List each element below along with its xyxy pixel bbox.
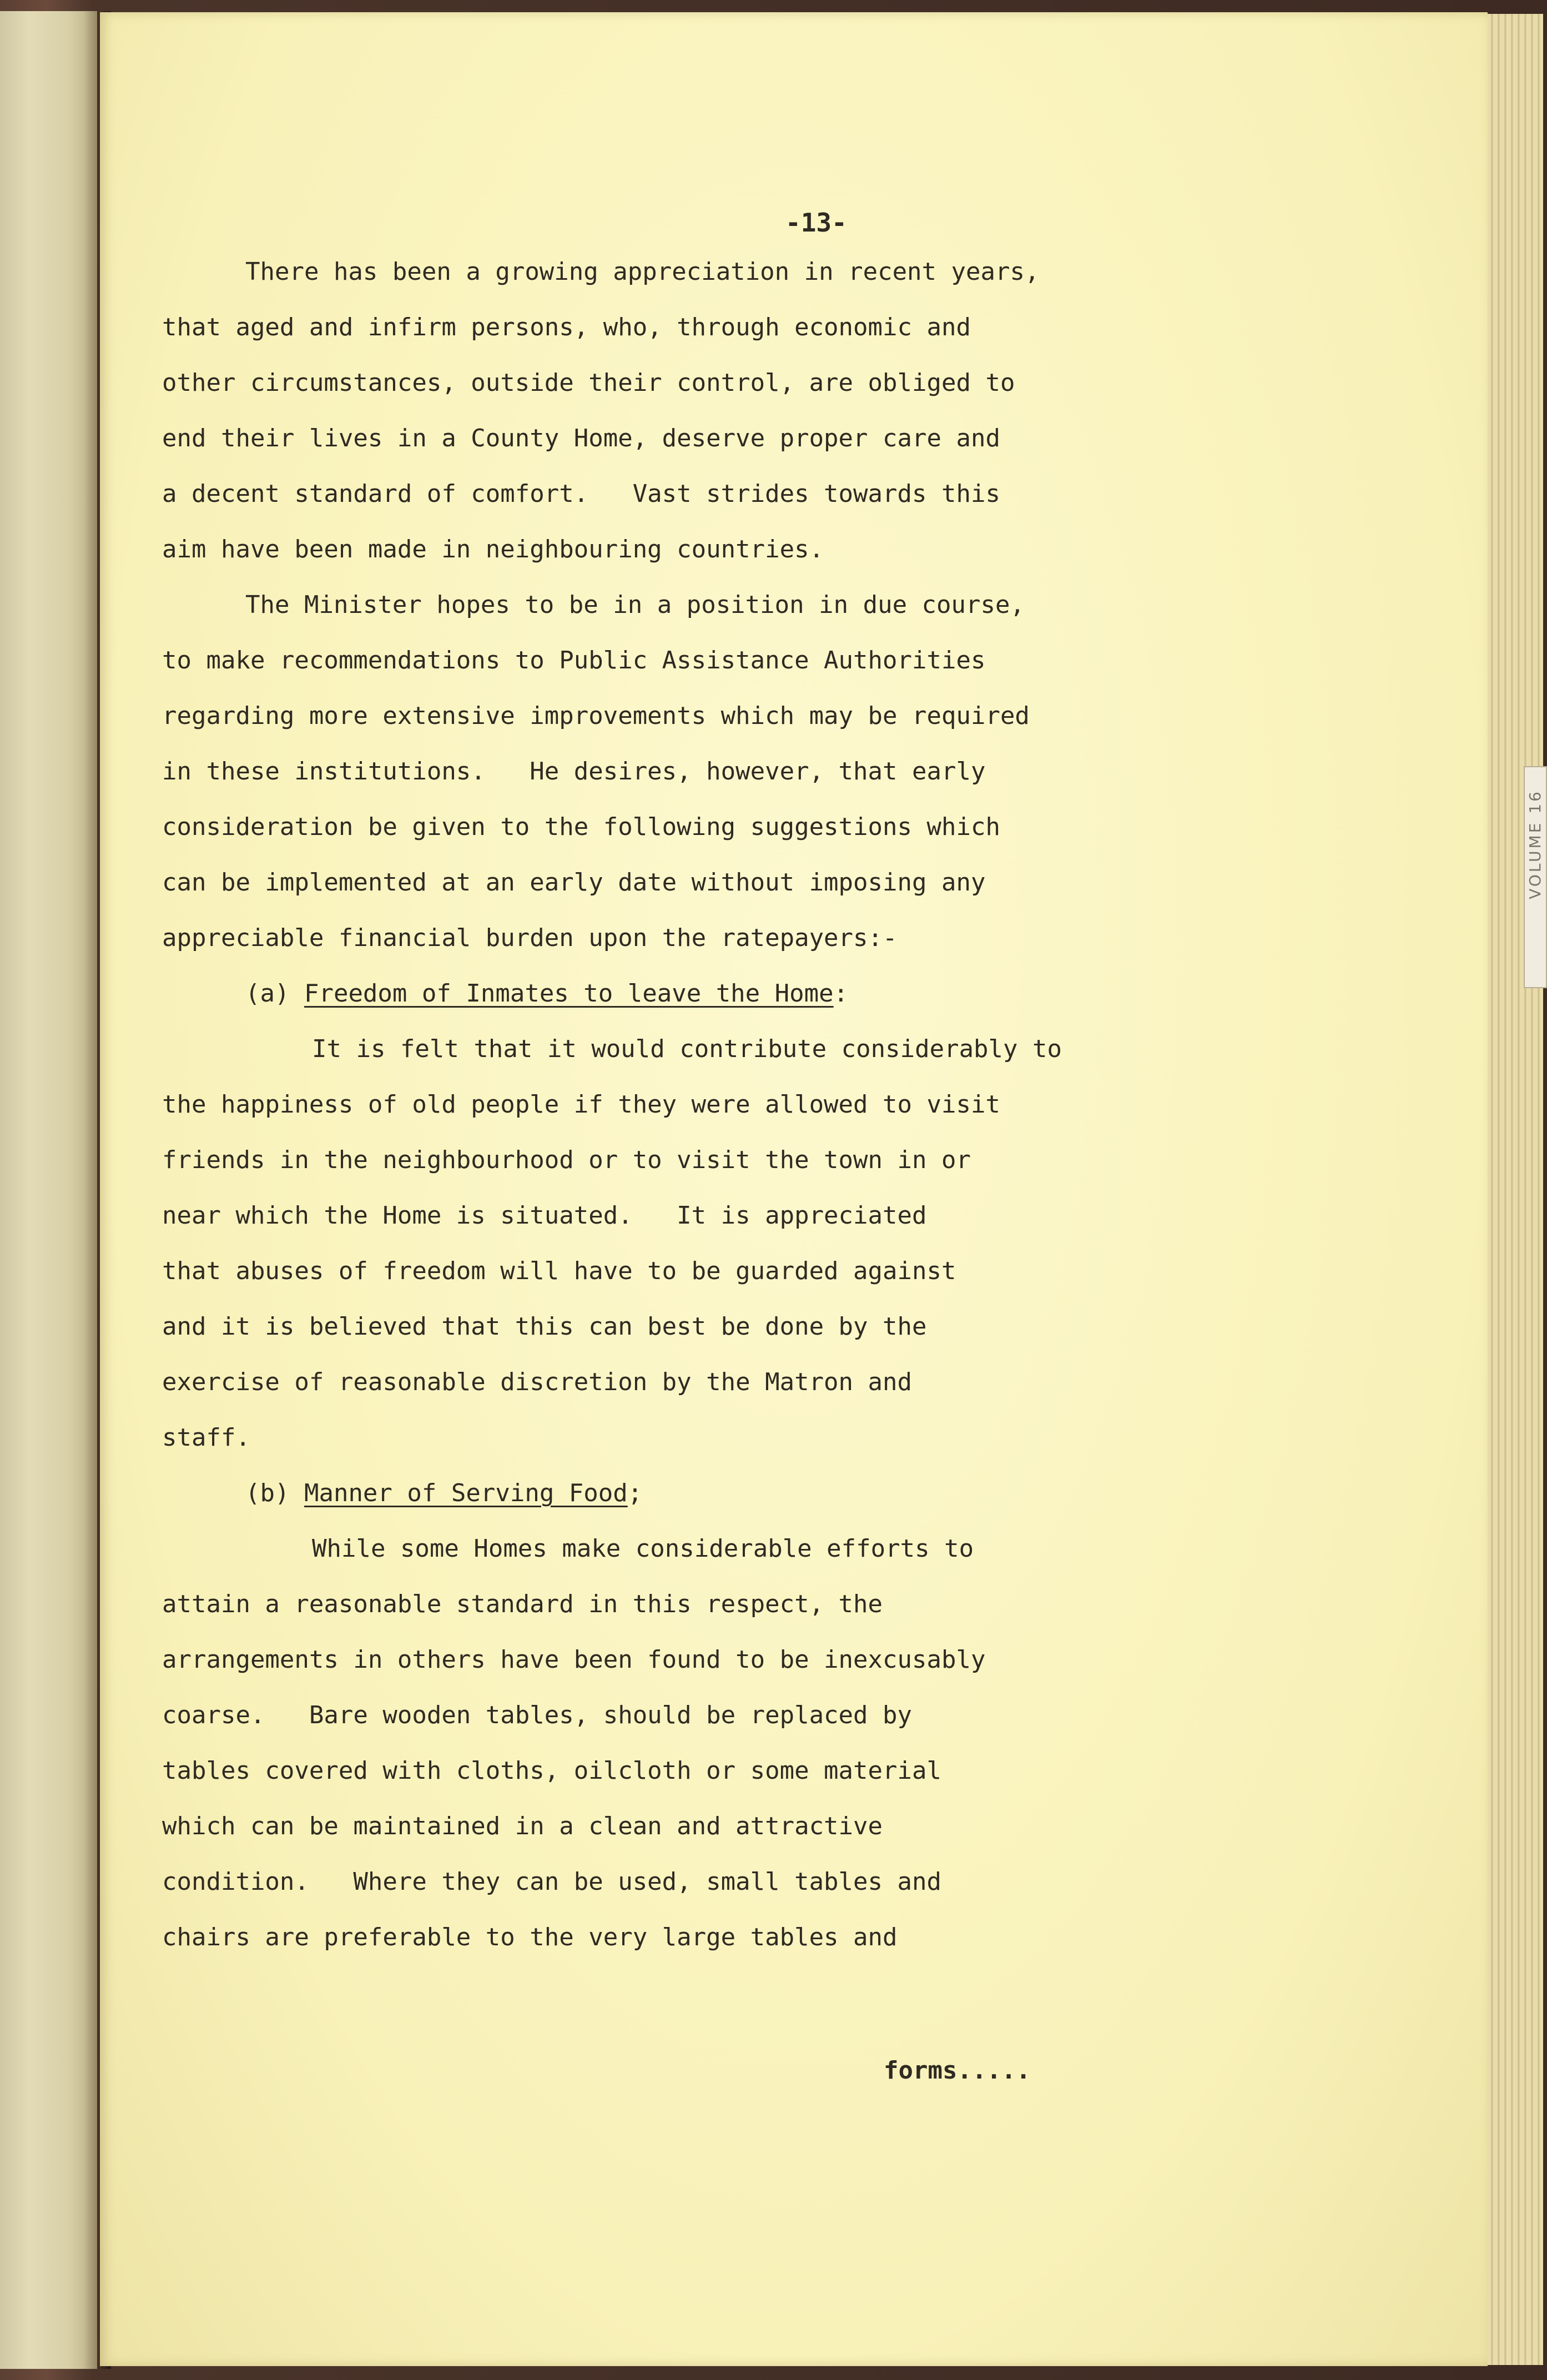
text-line: The Minister hopes to be in a position in due course, — [245, 591, 1025, 619]
text-line: coarse. Bare wooden tables, should be replaced by — [162, 1701, 913, 1729]
text-line: near which the Home is situated. It is appreciated — [162, 1201, 927, 1230]
text-line: that aged and infirm persons, who, through economic and — [162, 313, 971, 341]
text-line: tables covered with cloths, oilcloth or some material — [162, 1757, 941, 1785]
text-line: aim have been made in neighbouring countries. — [162, 535, 824, 563]
side-tab — [1524, 766, 1547, 988]
page-number: -13- — [785, 208, 847, 238]
text-line: There has been a growing appreciation in recent years, — [245, 258, 1040, 286]
heading-suffix: ; — [627, 1479, 643, 1507]
heading-suffix: : — [833, 979, 849, 1008]
text-line: consideration be given to the following suggestions which — [162, 813, 1000, 841]
text-line: end their lives in a County Home, deserve proper care and — [162, 424, 1000, 452]
text-line: appreciable financial burden upon the ratepayers:- — [162, 924, 898, 952]
text-line: in these institutions. He desires, however, that early — [162, 757, 986, 786]
catchword: forms..... — [884, 2056, 1031, 2085]
section-heading-a — [245, 979, 848, 1008]
text-line: It is felt that it would contribute considerably to — [312, 1035, 1062, 1063]
text-line: friends in the neighbourhood or to visit the town in or — [162, 1146, 971, 1174]
text-line: While some Homes make considerable efforts to — [312, 1534, 974, 1563]
text-line: staff. — [162, 1423, 250, 1452]
side-tab-label: VOLUME 16 — [1526, 789, 1544, 899]
binding-gutter — [0, 11, 97, 2369]
text-line: attain a reasonable standard in this respect, the — [162, 1590, 883, 1618]
text-line: to make recommendations to Public Assistance Authorities — [162, 646, 986, 675]
text-line: condition. Where they can be used, small tables and — [162, 1868, 941, 1896]
text-line: arrangements in others have been found to be inexcusably — [162, 1646, 986, 1674]
text-line: chairs are preferable to the very large tables and — [162, 1923, 898, 1951]
text-line: other circumstances, outside their control, are obliged to — [162, 369, 1015, 397]
text-line: the happiness of old people if they were allowed to visit — [162, 1090, 1000, 1119]
text-line: regarding more extensive improvements which may be required — [162, 702, 1030, 730]
text-line: and it is believed that this can best be done by the — [162, 1312, 927, 1341]
text-line: which can be maintained in a clean and attractive — [162, 1812, 883, 1840]
text-line: that abuses of freedom will have to be guarded against — [162, 1257, 956, 1285]
heading-prefix: (a) — [245, 979, 304, 1008]
heading-title: Freedom of Inmates to leave the Home — [304, 979, 834, 1008]
text-line: can be implemented at an early date without imposing any — [162, 868, 986, 897]
section-heading-b — [245, 1479, 642, 1507]
document-page — [100, 12, 1488, 2366]
heading-prefix: (b) — [245, 1479, 304, 1507]
text-line: a decent standard of comfort. Vast strides towards this — [162, 480, 1000, 508]
page-edges — [1488, 14, 1543, 2365]
heading-title: Manner of Serving Food — [304, 1479, 628, 1507]
text-line: exercise of reasonable discretion by the Matron and — [162, 1368, 913, 1396]
